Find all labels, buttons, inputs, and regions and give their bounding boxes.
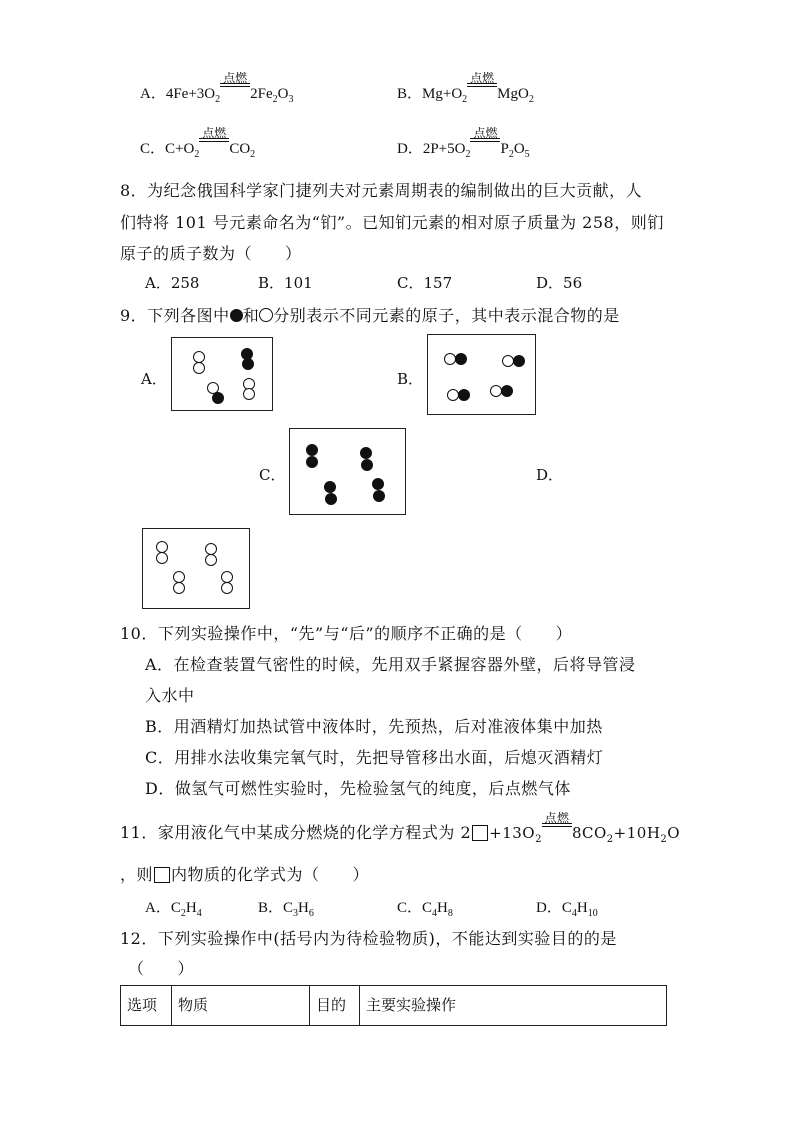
q9-diagram-a: [171, 337, 273, 411]
q12-stem-line2: （ ）: [128, 959, 195, 978]
black-atom-icon: [324, 481, 336, 493]
black-atom-icon: [513, 355, 525, 367]
black-atom-icon: [360, 447, 372, 459]
black-atom-icon: [501, 385, 513, 397]
table-header-cell: 选项: [121, 986, 172, 1026]
white-atom-icon: [156, 552, 168, 564]
q12-stem-line1: 12．下列实验操作中(括号内为待检验物质)，不能达到实验目的的是: [120, 929, 617, 948]
blank-box-icon: [472, 825, 488, 841]
q11-option-a: A．$C_2H_4$: [145, 900, 202, 919]
q9-label-b: B．: [397, 370, 424, 388]
white-atom-icon: [221, 582, 233, 594]
q8-option-d: D．56: [536, 274, 583, 292]
black-atom-icon: [361, 459, 373, 471]
q10-option-c: C．用排水法收集完氧气时，先把导管移出水面，后熄灭酒精灯: [145, 748, 604, 767]
black-atom-icon: [372, 478, 384, 490]
black-atom-icon: [242, 358, 254, 370]
q9-label-d: D．: [536, 466, 564, 484]
q9-label-c: C．: [259, 466, 286, 484]
q9-label-a: A．: [141, 370, 167, 388]
q7-option-b: B．$Mg+O_2$ 点燃 MgO$_2$: [397, 71, 534, 105]
white-atom-icon: [243, 388, 255, 400]
reaction-condition: 点燃: [470, 139, 500, 153]
white-atom-icon: [259, 308, 273, 322]
q8-option-a: A．258: [145, 274, 200, 292]
q7-option-d: D．$2P+5O_2$ 点燃 $P_2O_5$: [397, 126, 530, 160]
q8-option-b: B．101: [258, 274, 313, 292]
q9-stem: 9．下列各图中 和 分别表示不同元素的原子，其中表示混合物的是: [120, 306, 620, 325]
q7-option-a: A．$4Fe+3O_2$ 点燃 $2Fe_2O_3$: [140, 71, 294, 105]
q8-stem-line1: 8．为纪念俄国科学家门捷列夫对元素周期表的编制做出的巨大贡献，人: [120, 181, 643, 200]
black-atom-icon: [306, 456, 318, 468]
q10-stem: 10．下列实验操作中，“先”与“后”的顺序不正确的是（ ）: [120, 624, 573, 643]
table-header-cell: 物质: [172, 986, 310, 1026]
table-header-cell: 目的: [310, 986, 360, 1026]
q11-option-c: C．$C_4H_8$: [397, 900, 453, 919]
q8-stem-line3: 原子的质子数为（ ）: [120, 244, 302, 263]
table-header-cell: 主要实验操作: [360, 986, 667, 1026]
reaction-condition: 点燃: [199, 139, 229, 153]
black-atom-icon: [373, 490, 385, 502]
q8-stem-line2: 们特将 101 号元素命名为“钔”。已知钔元素的相对原子质量为 258，则钔: [120, 213, 664, 232]
reaction-condition: 点燃: [467, 84, 497, 98]
q7-option-c: C．$C+O_2$ 点燃 $CO_2$: [140, 126, 256, 160]
q11-option-d: D．$C_4H_{10}$: [536, 900, 598, 919]
white-atom-icon: [193, 362, 205, 374]
white-atom-icon: [205, 554, 217, 566]
q10-option-b: B．用酒精灯加热试管中液体时，先预热，后对准液体集中加热: [145, 717, 603, 736]
blank-box-icon: [154, 867, 170, 883]
table-header-row: [121, 986, 667, 1026]
q11-stem: 11．家用液化气中某成分燃烧的化学方程式为 $2 +13O_2$ 点燃 $8CO_2+10H_2O$: [120, 811, 681, 846]
black-atom-icon: [455, 353, 467, 365]
q8-option-c: C．157: [397, 274, 453, 292]
q9-diagram-c: [289, 428, 406, 515]
black-atom-icon: [230, 309, 243, 322]
q10-option-a-line2: 入水中: [145, 686, 195, 705]
q9-diagram-d: [142, 528, 250, 609]
black-atom-icon: [325, 493, 337, 505]
q11-option-b: B．$C_3H_6$: [258, 900, 314, 919]
reaction-condition: 点燃: [542, 824, 572, 838]
q10-option-d: D．做氢气可燃性实验时，先检验氢气的纯度，后点燃气体: [145, 779, 571, 798]
black-atom-icon: [306, 444, 318, 456]
q9-diagram-b: [427, 334, 536, 415]
reaction-condition: 点燃: [220, 84, 250, 98]
black-atom-icon: [212, 392, 224, 404]
q11-line2: ，则 内物质的化学式为（ ）: [120, 865, 370, 884]
white-atom-icon: [173, 582, 185, 594]
q12-table: [120, 985, 667, 1026]
black-atom-icon: [458, 389, 470, 401]
q10-option-a-line1: A．在检查装置气密性的时候，先用双手紧握容器外壁，后将导管浸: [145, 655, 636, 674]
